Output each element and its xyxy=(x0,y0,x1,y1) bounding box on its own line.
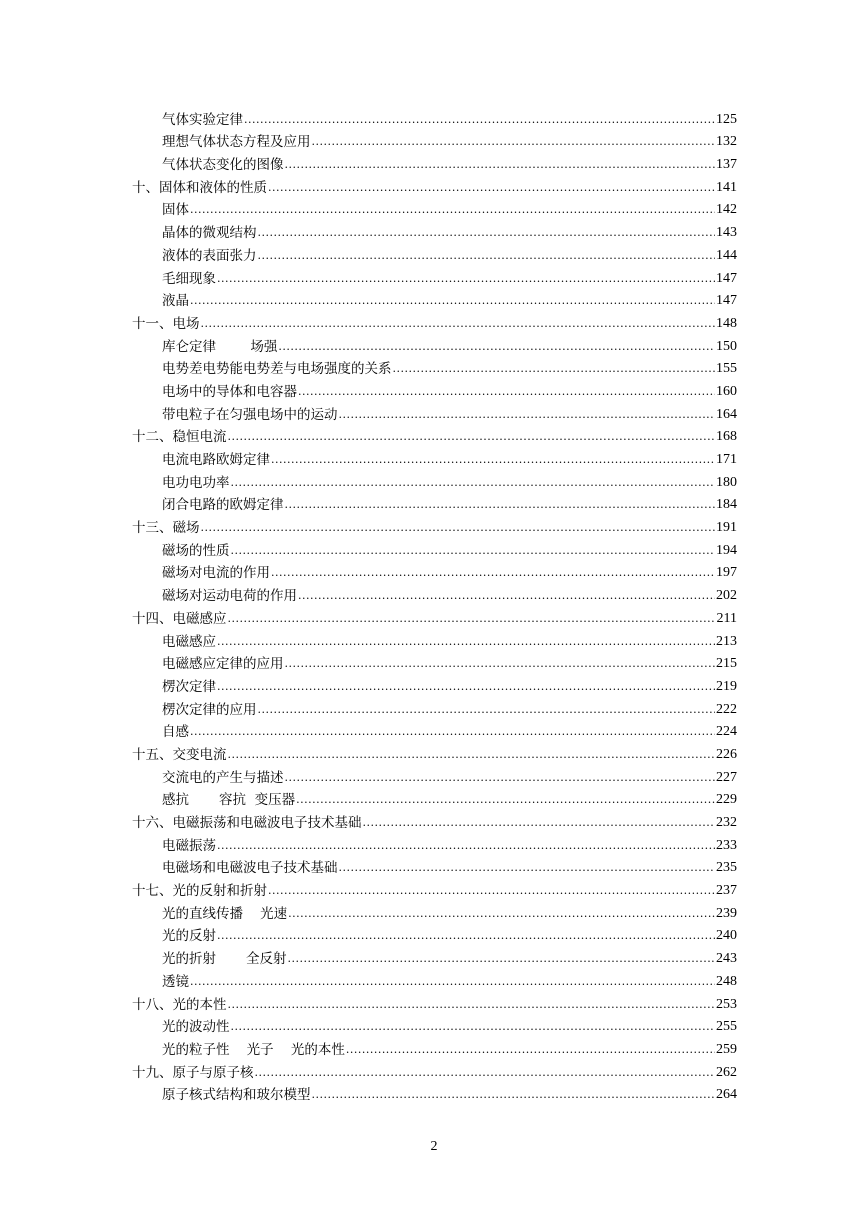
toc-entry-page: 143 xyxy=(716,225,737,241)
dot-leader xyxy=(190,294,715,307)
toc-chapter-entry[interactable] xyxy=(132,423,737,446)
toc-entry-title: 十一、电场 xyxy=(132,315,200,332)
toc-entry-page: 243 xyxy=(716,951,737,967)
toc-entry-page: 155 xyxy=(716,361,737,377)
toc-chapter-entry[interactable] xyxy=(132,990,737,1013)
toc-entry-title: 磁场的性质 xyxy=(162,542,230,559)
dot-leader xyxy=(231,476,716,489)
toc-entry-title: 电场中的导体和电容器 xyxy=(162,383,297,400)
toc-section-entry[interactable] xyxy=(132,922,737,945)
toc-section-entry[interactable] xyxy=(132,718,737,741)
toc-entry-page: 125 xyxy=(716,111,737,127)
toc-section-entry[interactable] xyxy=(132,559,737,582)
toc-section-entry[interactable] xyxy=(132,944,737,967)
toc-entry-title: 自感 xyxy=(162,724,189,741)
dot-leader xyxy=(363,816,716,829)
toc-entry-page: 160 xyxy=(716,383,737,399)
toc-section-entry[interactable] xyxy=(132,786,737,809)
toc-entry-page: 229 xyxy=(716,792,737,808)
toc-entry-title: 电磁场和电磁波电子技术基础 xyxy=(162,860,338,877)
toc-entry-page: 194 xyxy=(716,542,737,558)
toc-entry-page: 142 xyxy=(716,202,737,218)
toc-section-entry[interactable] xyxy=(132,445,737,468)
toc-section-entry[interactable] xyxy=(132,491,737,514)
dot-leader xyxy=(255,1066,716,1079)
toc-entry-page: 213 xyxy=(716,633,737,649)
dot-leader xyxy=(217,680,715,693)
toc-entry-title: 原子核式结构和玻尔模型 xyxy=(162,1087,311,1104)
toc-entry-title: 十二、稳恒电流 xyxy=(132,429,227,446)
toc-entry-page: 180 xyxy=(716,474,737,490)
dot-leader xyxy=(190,975,715,988)
toc-entry-page: 262 xyxy=(716,1064,737,1080)
dot-leader xyxy=(288,907,715,920)
toc-entry-title: 液体的表面张力 xyxy=(162,247,257,264)
toc-entry-title: 电流电路欧姆定律 xyxy=(162,452,270,468)
toc-chapter-entry[interactable] xyxy=(132,309,737,332)
toc-entry-page: 227 xyxy=(716,769,737,785)
toc-section-entry[interactable] xyxy=(132,400,737,423)
toc-entry-title: 电功电功率 xyxy=(162,474,230,491)
toc-entry-title: 固体 xyxy=(162,202,189,219)
dot-leader xyxy=(339,861,716,874)
toc-entry-page: 148 xyxy=(716,315,737,331)
toc-entry-title: 十六、电磁振荡和电磁波电子技术基础 xyxy=(132,815,362,831)
toc-entry-page: 264 xyxy=(716,1087,737,1103)
toc-chapter-entry[interactable] xyxy=(132,173,737,196)
toc-chapter-entry[interactable] xyxy=(132,740,737,763)
toc-section-entry[interactable] xyxy=(132,967,737,990)
toc-chapter-entry[interactable] xyxy=(132,513,737,536)
toc-entry-title: 液晶 xyxy=(162,293,189,310)
toc-entry-page: 132 xyxy=(716,134,737,150)
toc-chapter-entry[interactable] xyxy=(132,808,737,831)
toc-entry-page: 224 xyxy=(716,724,737,740)
toc-entry-page: 240 xyxy=(716,928,737,944)
dot-leader xyxy=(298,385,715,398)
toc-section-entry[interactable] xyxy=(132,695,737,718)
toc-section-entry[interactable] xyxy=(132,1013,737,1036)
dot-leader xyxy=(244,113,715,126)
toc-entry-page: 237 xyxy=(716,883,737,899)
toc-entry-page: 215 xyxy=(716,656,737,672)
toc-section-entry[interactable] xyxy=(132,581,737,604)
toc-section-entry[interactable] xyxy=(132,1035,737,1058)
toc-section-entry[interactable] xyxy=(132,128,737,151)
toc-section-entry[interactable] xyxy=(132,831,737,854)
toc-section-entry[interactable] xyxy=(132,1081,737,1104)
toc-chapter-entry[interactable] xyxy=(132,604,737,627)
toc-entry-title: 光的波动性 xyxy=(162,1019,230,1036)
toc-entry-page: 137 xyxy=(716,157,737,173)
dot-leader xyxy=(217,929,715,942)
toc-entry-page: 222 xyxy=(716,701,737,717)
dot-leader xyxy=(268,181,715,194)
toc-entry-title: 气体实验定律 xyxy=(162,111,243,128)
toc-entry-title: 理想气体状态方程及应用 xyxy=(162,134,311,151)
toc-section-entry[interactable] xyxy=(132,287,737,310)
toc-section-entry[interactable] xyxy=(132,196,737,219)
toc-entry-page: 184 xyxy=(716,497,737,513)
toc-entry-title: 楞次定律 xyxy=(162,678,216,695)
dot-leader xyxy=(217,839,715,852)
dot-leader xyxy=(231,1020,716,1033)
toc-chapter-entry[interactable] xyxy=(132,1058,737,1081)
toc-entry-title: 光的粒子性 光子 光的本性 xyxy=(162,1041,345,1058)
dot-leader xyxy=(271,566,715,579)
dot-leader xyxy=(271,453,715,466)
toc-entry-title: 闭合电路的欧姆定律 xyxy=(162,497,284,514)
toc-entry-title: 十七、光的反射和折射 xyxy=(132,883,267,900)
toc-section-entry[interactable] xyxy=(132,536,737,559)
dot-leader xyxy=(393,362,716,375)
toc-entry-page: 147 xyxy=(716,293,737,309)
toc-entry-page: 150 xyxy=(716,338,737,354)
toc-entry-page: 141 xyxy=(716,179,737,195)
toc-entry-page: 253 xyxy=(716,996,737,1012)
toc-section-entry[interactable] xyxy=(132,264,737,287)
dot-leader xyxy=(228,430,716,443)
dot-leader xyxy=(258,703,716,716)
toc-entry-title: 感抗 容抗 变压器 xyxy=(162,792,296,809)
toc-entry-title: 光的反射 xyxy=(162,928,216,945)
toc-entry-title: 十九、原子与原子核 xyxy=(132,1064,254,1081)
toc-section-entry[interactable] xyxy=(132,218,737,241)
toc-entry-page: 144 xyxy=(716,247,737,263)
dot-leader xyxy=(217,635,715,648)
toc-entry-page: 164 xyxy=(716,406,737,422)
toc-entry-title: 光的折射 全反射 xyxy=(162,951,287,968)
toc-entry-page: 191 xyxy=(716,520,737,536)
toc-entry-title: 带电粒子在匀强电场中的运动 xyxy=(162,406,338,423)
toc-entry-title: 十八、光的本性 xyxy=(132,996,227,1013)
dot-leader xyxy=(312,135,716,148)
toc-section-entry[interactable] xyxy=(132,332,737,355)
toc-entry-title: 光的直线传播 光速 xyxy=(162,905,288,922)
toc-entry-title: 电磁感应 xyxy=(162,633,216,650)
page-number: 2 xyxy=(430,1139,438,1154)
dot-leader xyxy=(296,793,715,806)
toc-entry-title: 电势差电势能电势差与电场强度的关系 xyxy=(162,361,392,378)
toc-entry-title: 交流电的产生与描述 xyxy=(162,769,284,786)
toc-entry-title: 晶体的微观结构 xyxy=(162,225,257,242)
toc-entry-title: 电磁感应定律的应用 xyxy=(162,656,284,673)
dot-leader xyxy=(201,317,716,330)
toc-entry-page: 239 xyxy=(716,905,737,921)
dot-leader xyxy=(285,498,716,511)
dot-leader xyxy=(258,226,716,239)
toc-chapter-entry[interactable] xyxy=(132,876,737,899)
toc-entry-page: 233 xyxy=(716,837,737,853)
dot-leader xyxy=(201,521,716,534)
toc-entry-title: 毛细现象 xyxy=(162,270,216,287)
dot-leader xyxy=(285,158,716,171)
toc-entry-page: 232 xyxy=(716,815,737,830)
dot-leader xyxy=(231,544,716,557)
toc-entry-title: 磁场对运动电荷的作用 xyxy=(162,588,297,605)
toc-entry-title: 楞次定律的应用 xyxy=(162,701,257,718)
toc-entry-page: 235 xyxy=(716,860,737,876)
toc-entry-page: 219 xyxy=(716,678,737,694)
dot-leader xyxy=(339,408,716,421)
toc-entry-title: 磁场对电流的作用 xyxy=(162,565,270,582)
toc-section-entry[interactable] xyxy=(132,241,737,264)
toc-entry-page: 226 xyxy=(716,746,737,762)
toc-section-entry[interactable] xyxy=(132,899,737,922)
toc-section-entry[interactable] xyxy=(132,763,737,786)
toc-section-entry[interactable] xyxy=(132,468,737,491)
dot-leader xyxy=(346,1043,715,1056)
dot-leader xyxy=(228,748,716,761)
dot-leader xyxy=(288,952,715,965)
toc-entry-title: 电磁振荡 xyxy=(162,837,216,854)
toc-entry-page: 255 xyxy=(716,1019,737,1035)
dot-leader xyxy=(312,1088,716,1101)
dot-leader xyxy=(190,725,715,738)
dot-leader xyxy=(285,771,716,784)
dot-leader xyxy=(258,249,716,262)
toc-section-entry[interactable] xyxy=(132,377,737,400)
toc-section-entry[interactable] xyxy=(132,105,737,128)
toc-entry-title: 库仑定律 场强 xyxy=(162,338,278,355)
toc-entry-page: 147 xyxy=(716,270,737,286)
dot-leader xyxy=(268,884,715,897)
toc-entry-page: 202 xyxy=(716,588,737,604)
dot-leader xyxy=(217,272,715,285)
toc-entry-title: 透镜 xyxy=(162,973,189,990)
toc-section-entry[interactable] xyxy=(132,672,737,695)
toc-section-entry[interactable] xyxy=(132,355,737,378)
toc-entry-page: 197 xyxy=(716,565,737,581)
toc-entry-page: 168 xyxy=(716,429,737,445)
dot-leader xyxy=(228,998,716,1011)
toc-entry-title: 十三、磁场 xyxy=(132,520,200,537)
dot-leader xyxy=(228,612,716,625)
toc-entry-page: 259 xyxy=(716,1041,737,1057)
dot-leader xyxy=(190,203,715,216)
toc-entry-title: 十、固体和液体的性质 xyxy=(132,179,267,196)
dot-leader xyxy=(298,589,715,602)
toc-entry-title: 十五、交变电流 xyxy=(132,746,227,763)
toc-entry-page: 171 xyxy=(716,452,737,467)
table-of-contents xyxy=(132,105,737,1103)
toc-section-entry[interactable] xyxy=(132,150,737,173)
toc-entry-page: 248 xyxy=(716,973,737,989)
toc-section-entry[interactable] xyxy=(132,650,737,673)
toc-entry-page: 211 xyxy=(716,610,737,626)
toc-section-entry[interactable] xyxy=(132,854,737,877)
toc-entry-title: 气体状态变化的图像 xyxy=(162,157,284,174)
dot-leader xyxy=(278,340,715,353)
toc-section-entry[interactable] xyxy=(132,627,737,650)
toc-entry-title: 十四、电磁感应 xyxy=(132,610,227,627)
dot-leader xyxy=(285,657,716,670)
